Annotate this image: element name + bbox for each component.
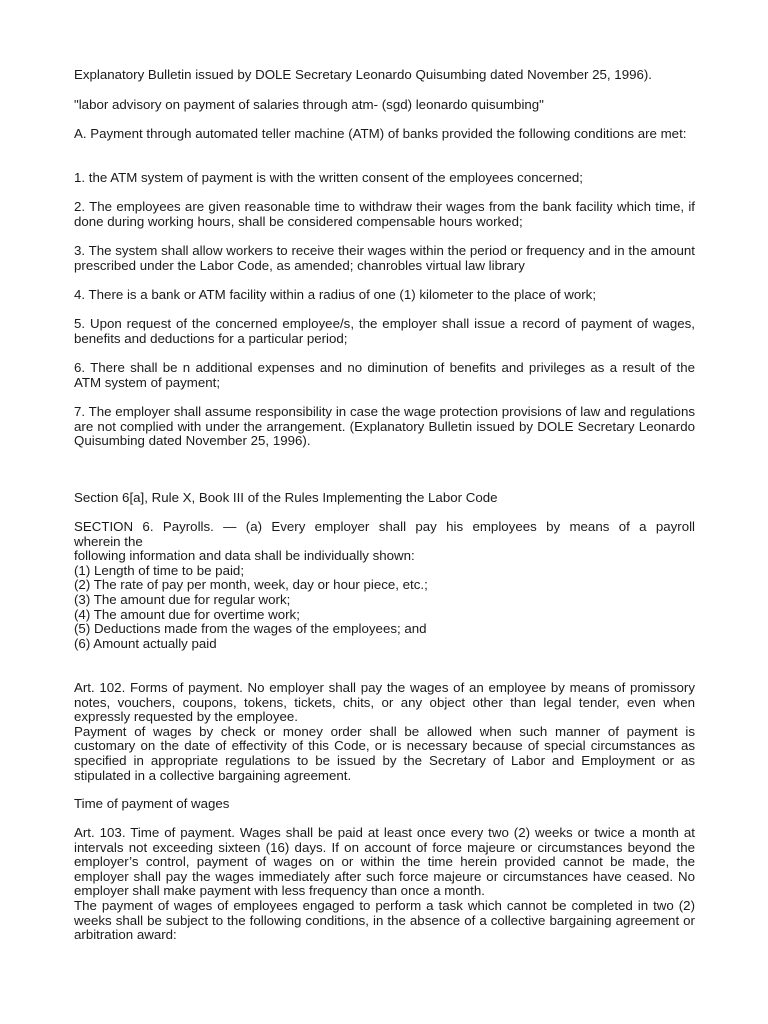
section-heading: Section 6[a], Rule X, Book III of the Rules Implementing the Labor Code <box>74 490 498 505</box>
condition-3: 3. The system shall allow workers to receive their wages within the period or frequency and in the amount prescribed under the Labor Code, as amended; chanrobles virtual law library <box>74 243 695 273</box>
payroll-item-6: (6) Amount actually paid <box>74 635 217 651</box>
payroll-item-1: (1) Length of time to be paid; <box>74 562 245 578</box>
bulletin-title: Explanatory Bulletin issued by DOLE Secretary Leonardo Quisumbing dated November 25, 1996). <box>74 67 652 82</box>
section-6-line-3: following information and data shall be individually shown: <box>74 548 415 564</box>
article-102-para-2: Payment of wages by check or money order shall be allowed when such manner of payment is customary on the date of effectivity of this Code, or is necessary because of special circumstances as specified in appropriate regulations to be issued by the Secretary of Labor and Employment or as stipulated in a collective bargaining agreement. <box>74 723 695 783</box>
payroll-item-4: (4) The amount due for overtime work; <box>74 606 300 622</box>
payroll-item-2: (2) The rate of pay per month, week, day or hour piece, etc.; <box>74 577 428 593</box>
conditions-intro: A. Payment through automated teller machine (ATM) of banks provided the following conditions are met: <box>74 126 687 141</box>
condition-6: 6. There shall be n additional expenses and no diminution of benefits and privileges as a result of the ATM system of payment; <box>74 360 695 390</box>
condition-7: 7. The employer shall assume responsibility in case the wage protection provisions of law and regulations are not complied with under the arrangement. (Explanatory Bulletin issued by DOLE Secretary Leonardo Quisumbing dated November 25, 1996). <box>74 404 695 449</box>
article-103-para-1: Art. 103. Time of payment. Wages shall be paid at least once every two (2) weeks or twice a month at intervals not exceeding sixteen (16) days. If on account of force majeure or circumstances beyond the employer’s control, payment of wages on or within the time herein provided cannot be made, the employer shall pay the wages immediately after such force majeure or circumstances have ceased. No employer shall make payment with less frequency than once a month. <box>74 825 695 899</box>
condition-4: 4. There is a bank or ATM facility within a radius of one (1) kilometer to the place of work; <box>74 287 597 302</box>
article-102-para-1: Art. 102. Forms of payment. No employer shall pay the wages of an employee by means of promissory notes, vouchers, coupons, tokens, tickets, chits, or any object other than legal tender, even when expressly requested by the employee. <box>74 680 695 725</box>
condition-5: 5. Upon request of the concerned employee/s, the employer shall issue a record of payment of wages, benefits and deductions for a particular period; <box>74 316 695 346</box>
article-103 <box>74 826 695 943</box>
payroll-item-3: (3) The amount due for regular work; <box>74 591 291 607</box>
payroll-item-5: (5) Deductions made from the wages of the employees; and <box>74 621 427 637</box>
advisory-quote: "labor advisory on payment of salaries through atm- (sgd) leonardo quisumbing" <box>74 97 544 112</box>
condition-2: 2. The employees are given reasonable time to withdraw their wages from the bank facility which time, if done during working hours, shall be considered compensable hours worked; <box>74 199 695 229</box>
section-6-line-2: wherein the <box>74 533 143 549</box>
article-102 <box>74 681 695 783</box>
section-6-payrolls <box>74 520 695 651</box>
time-of-payment-heading: Time of payment of wages <box>74 796 230 811</box>
section-6-line-1: SECTION 6. Payrolls. — (a) Every employer shall pay his employees by means of a payroll <box>74 519 695 534</box>
condition-1: 1. the ATM system of payment is with the written consent of the employees concerned; <box>74 170 583 185</box>
article-103-para-2: The payment of wages of employees engaged to perform a task which cannot be completed in two (2) weeks shall be subject to the following conditions, in the absence of a collective bargaining agreement or arbitration award: <box>74 897 695 943</box>
